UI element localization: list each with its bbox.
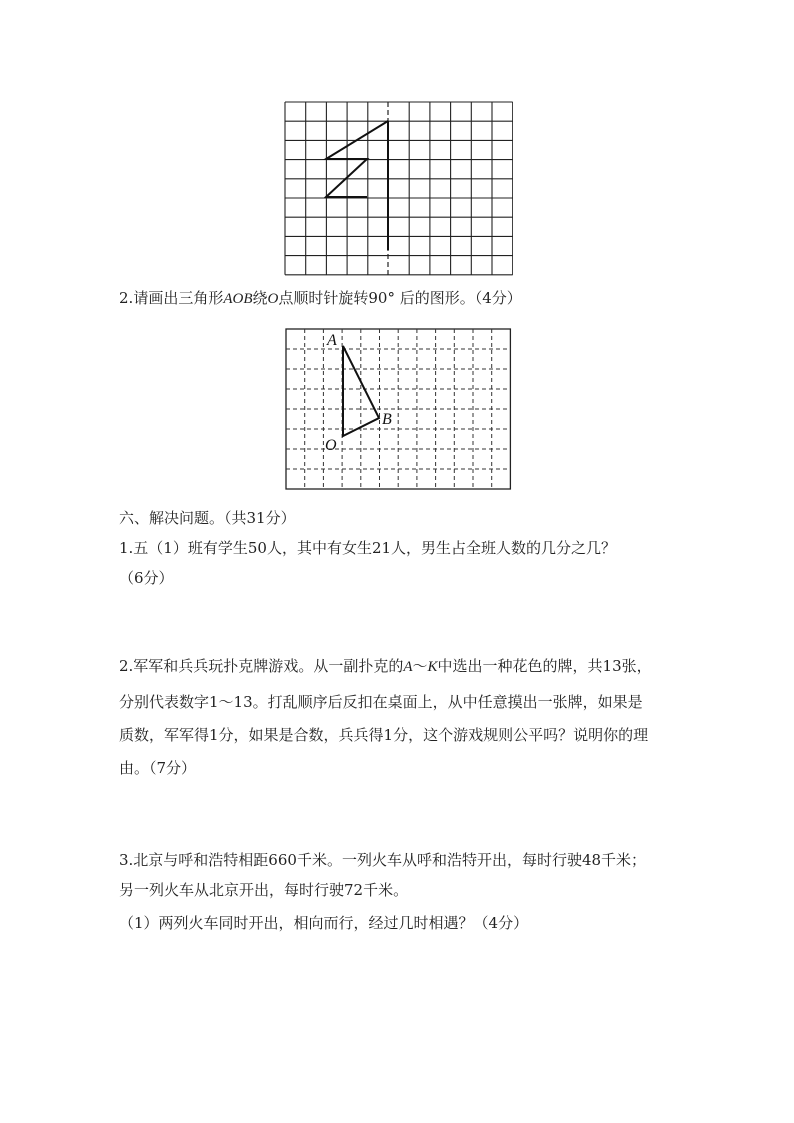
problem-3-line-3: （1）两列火车同时开出，相向而行，经过几时相遇？（4分） bbox=[119, 914, 529, 932]
problem-3-line-1: 3.北京与呼和浩特相距660千米。一列火车从呼和浩特开出，每时行驶48千米； bbox=[119, 851, 647, 869]
point-o-label: O bbox=[325, 437, 337, 454]
problem-3-line-2: 另一列火车从北京开出，每时行驶72千米。 bbox=[119, 881, 409, 899]
problem-2-line-1: 2.军军和兵兵玩扑克牌游戏。从一副扑克的A～K中选出一种花色的牌，共13张， bbox=[119, 657, 652, 675]
point-a-label: A bbox=[327, 332, 337, 349]
point-b-label: B bbox=[382, 411, 392, 428]
half-figure-outline bbox=[326, 121, 388, 197]
problem-2-line-2: 分别代表数字1～13。打乱顺序后反扣在桌面上，从中任意摸出一张牌，如果是 bbox=[119, 693, 643, 711]
problem-1-line-2: （6分） bbox=[119, 569, 174, 587]
section-6-title: 六、解决问题。（共31分） bbox=[119, 509, 296, 527]
figure-1-grid bbox=[283, 100, 513, 280]
figure-2-grid bbox=[283, 326, 513, 494]
problem-1-line-1: 1.五（1）班有学生50人，其中有女生21人，男生占全班人数的几分之几？ bbox=[119, 539, 617, 557]
problem-2-line-3: 质数，军军得1分，如果是合数，兵兵得1分，这个游戏规则公平吗？说明你的理 bbox=[119, 726, 649, 744]
problem-2-line-4: 由。（7分） bbox=[119, 759, 197, 777]
question-rotate-triangle: 2.请画出三角形AOB绕O点顺时针旋转90° 后的图形。（4分） bbox=[119, 289, 522, 307]
